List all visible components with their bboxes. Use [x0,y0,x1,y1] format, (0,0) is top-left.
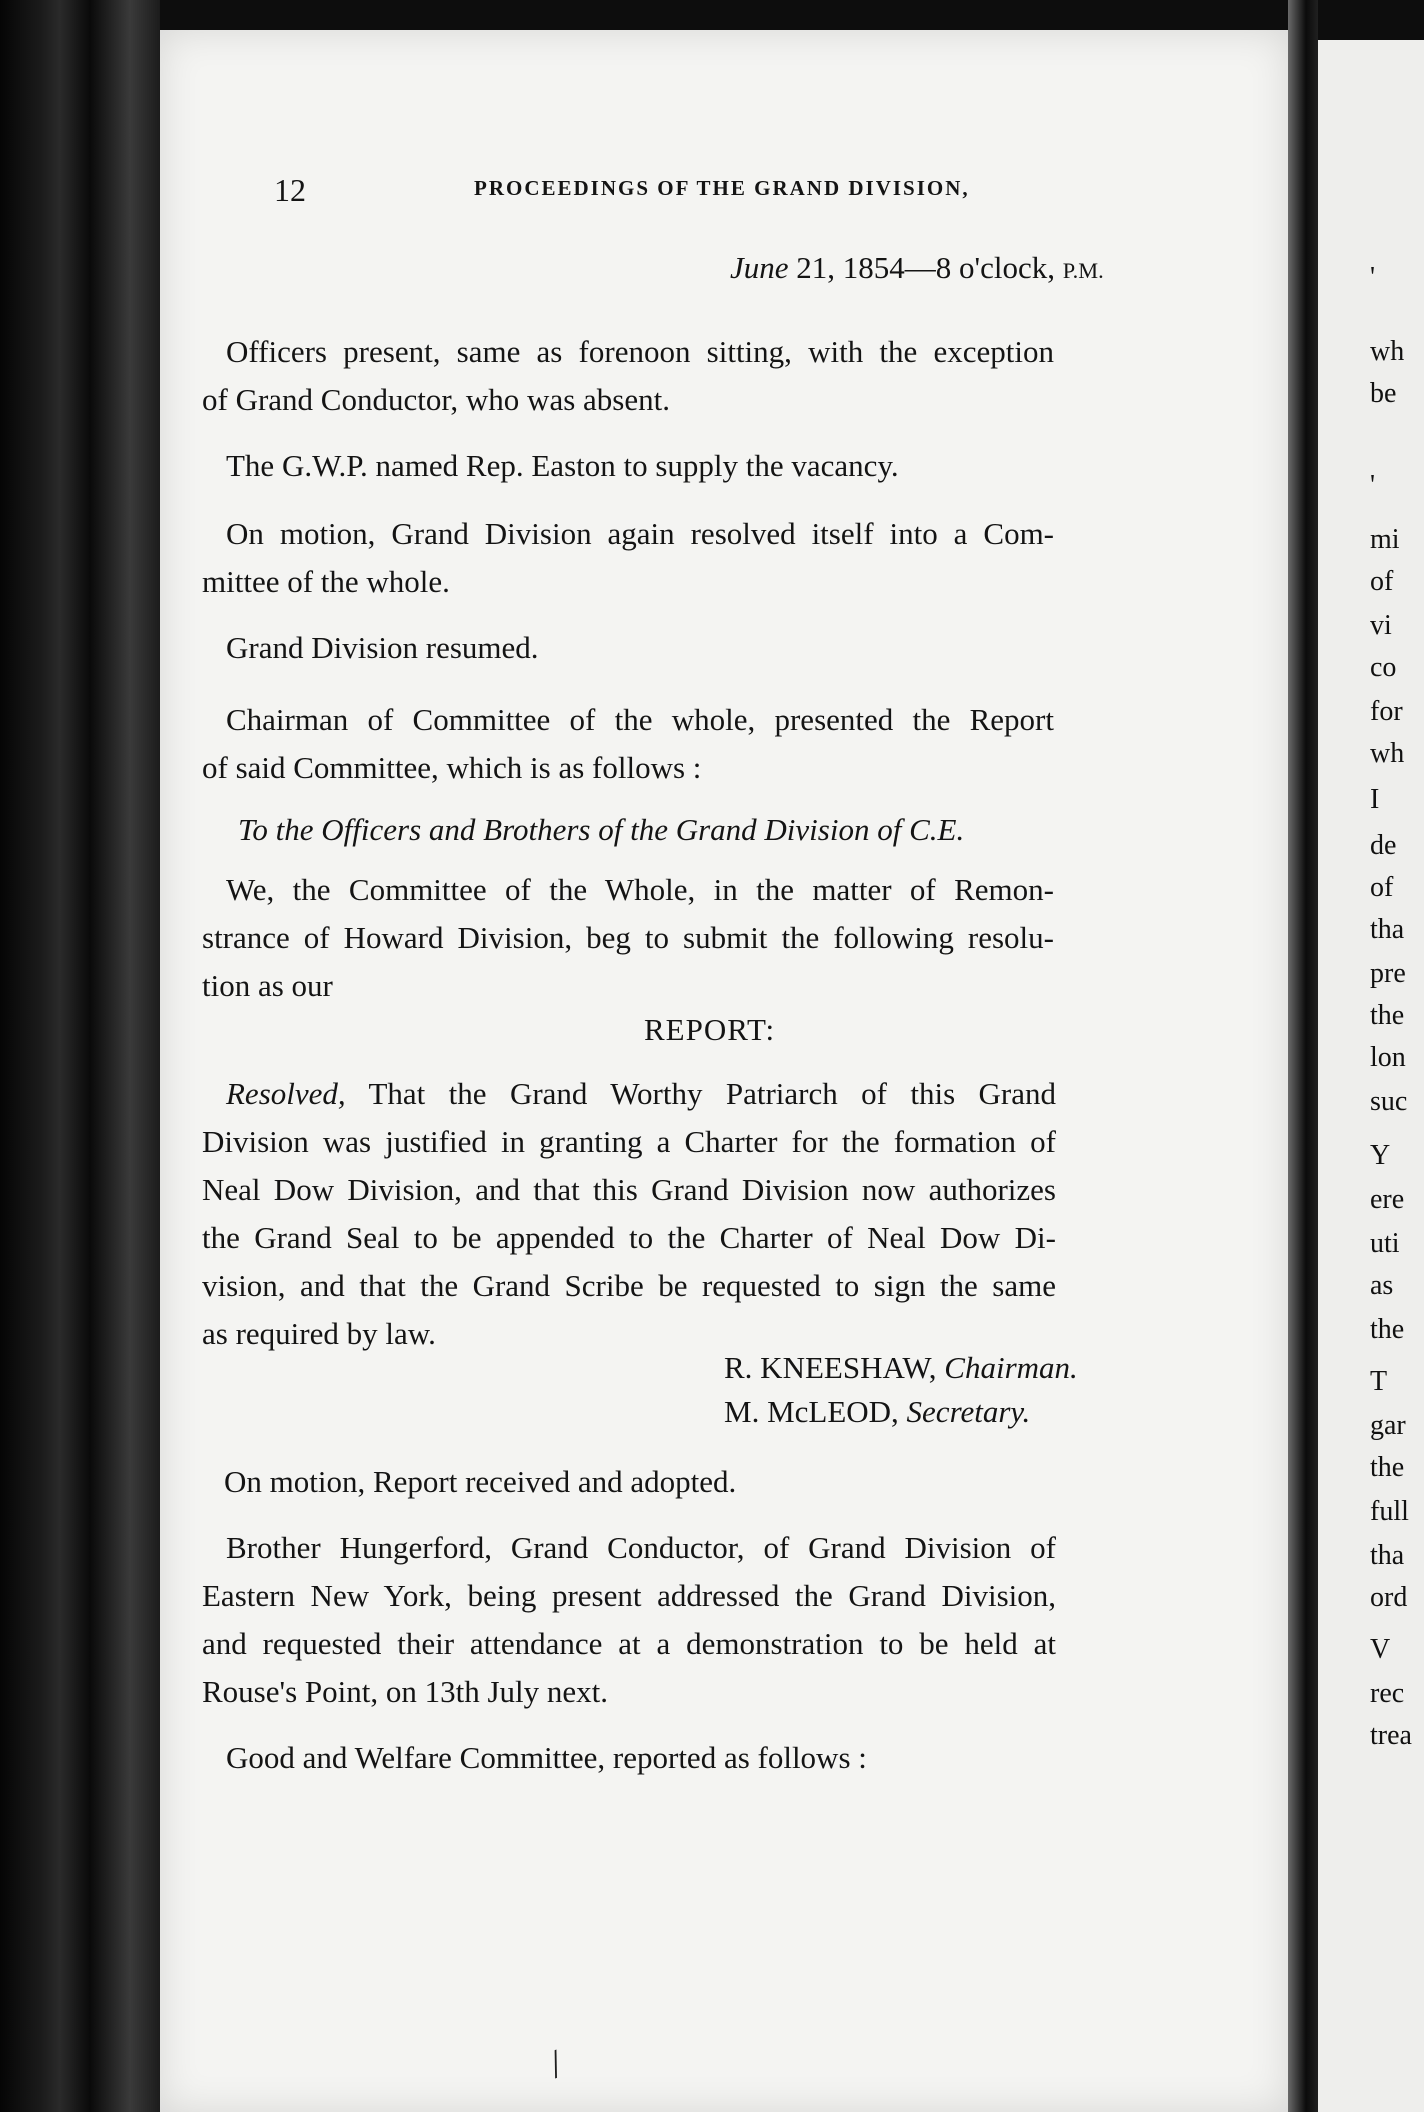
right-page-text-fragment: tha [1370,914,1405,945]
running-head: PROCEEDINGS OF THE GRAND DIVISION, [474,176,970,200]
right-page-text-fragment: the [1370,1314,1405,1345]
right-page-text-fragment: trea [1370,1720,1412,1751]
right-page-text-fragment: T [1370,1366,1388,1397]
text-line: Division was justified in granting a Charter for the formation of [202,1124,1056,1159]
paragraph-resumed [226,624,1054,672]
text-line [202,1070,1056,1118]
signature-name: R. KNEESHAW, [724,1350,937,1385]
paragraph-resolved [202,1070,1056,1358]
ink-mark: / [542,2040,569,2087]
text-line: Chairman of Committee of the whole, presented the Report [226,702,1054,737]
paragraph-officers [202,328,1054,424]
right-page-text-fragment: of [1370,872,1394,903]
good-welfare-line: Good and Welfare Committee, reported as follows : [226,1740,867,1775]
date-line [730,252,1104,283]
text-line: as required by law. [202,1316,436,1351]
signature-chairman [724,1352,1078,1383]
right-page-text-fragment: wh [1370,336,1405,367]
right-page-text-fragment: pre [1370,958,1406,989]
right-page-fragment [1318,40,1424,2112]
date-rest: 21, 1854—8 o'clock, [796,250,1055,285]
paragraph-motion-committee [202,510,1054,606]
right-page-text-fragment: of [1370,566,1394,597]
left-page [160,30,1288,2112]
right-page-text-fragment: gar [1370,1410,1406,1441]
text-line: Neal Dow Division, and that this Grand Division now authorizes [202,1172,1056,1207]
right-page-text-fragment: the [1370,1452,1405,1483]
text-line: We, the Committee of the Whole, in the matter of Remon- [226,872,1054,907]
text-line: strance of Howard Division, beg to submit the following resolu- [202,920,1054,955]
report-heading: REPORT: [644,1012,776,1047]
paragraph-hungerford [202,1524,1056,1716]
right-page-text-fragment: wh [1370,738,1405,769]
right-page-text-fragment: vi [1370,610,1392,641]
text-line: the Grand Seal to be appended to the Charter of Neal Dow Di- [202,1220,1056,1255]
motion-adopted: On motion, Report received and adopted. [224,1464,737,1499]
right-page-text-fragment: co [1370,652,1397,683]
paragraph-committee-whole [202,866,1054,1010]
right-page-text-fragment: as [1370,1270,1394,1301]
right-page-text-fragment: I [1370,784,1380,815]
text-line: On motion, Grand Division again resolved itself into a Com- [226,516,1054,551]
right-page-text-fragment: de [1370,830,1397,861]
page-number: 12 [274,172,306,208]
text-line: Officers present, same as forenoon sitting, with the exception [226,334,1054,369]
text-line: vision, and that the Grand Scribe be requested to sign the same [202,1268,1056,1303]
text-line: Eastern New York, being present addressed the Grand Division, [202,1578,1056,1613]
signature-title: Chairman. [944,1350,1078,1385]
text-line: and requested their attendance at a demonstration to be held at [202,1626,1056,1661]
right-page-text-fragment: suc [1370,1086,1408,1117]
right-page-text-fragment: mi [1370,524,1400,555]
text-line: Rouse's Point, on 13th July next. [202,1674,609,1709]
text-line: mittee of the whole. [202,564,450,599]
page-gutter [1288,0,1318,2112]
right-page-text-fragment: uti [1370,1228,1400,1259]
text-line: of said Committee, which is as follows : [202,750,702,785]
right-page-text-fragment: for [1370,696,1403,727]
right-page-text-fragment: ' [1370,470,1376,501]
right-page-text-fragment: rec [1370,1678,1405,1709]
right-page-text-fragment: be [1370,378,1397,409]
salutation: To the Officers and Brothers of the Grand Division of C.E. [238,812,965,847]
right-page-text-fragment: ' [1370,262,1376,293]
resolved-label: Resolved, [226,1076,346,1111]
right-page-text-fragment: Y [1370,1140,1391,1171]
right-page-text-fragment: lon [1370,1042,1406,1073]
signature-name: M. McLEOD, [724,1394,899,1429]
book-binding [0,0,160,2112]
resolved-first-line: That the Grand Worthy Patriarch of this Grand [368,1076,1056,1111]
text-line: Brother Hungerford, Grand Conductor, of Grand Division of [226,1530,1056,1565]
paragraph-gwp [226,442,1054,490]
text-line: of Grand Conductor, who was absent. [202,382,670,417]
text-line: The G.W.P. named Rep. Easton to supply the vacancy. [226,448,899,483]
text-line: tion as our [202,968,333,1003]
right-page-text-fragment: the [1370,1000,1405,1031]
text-line: Grand Division resumed. [226,630,539,665]
signature-title: Secretary. [906,1394,1031,1429]
right-page-text-fragment: V [1370,1634,1391,1665]
right-page-text-fragment: ord [1370,1582,1408,1613]
signature-secretary [724,1396,1030,1427]
right-page-text-fragment: full [1370,1496,1409,1527]
paragraph-chairman [202,696,1054,792]
date-pm: P.M. [1062,258,1104,283]
right-page-text-fragment: tha [1370,1540,1405,1571]
right-page-text-fragment: ere [1370,1184,1405,1215]
date-month: June [730,250,789,285]
